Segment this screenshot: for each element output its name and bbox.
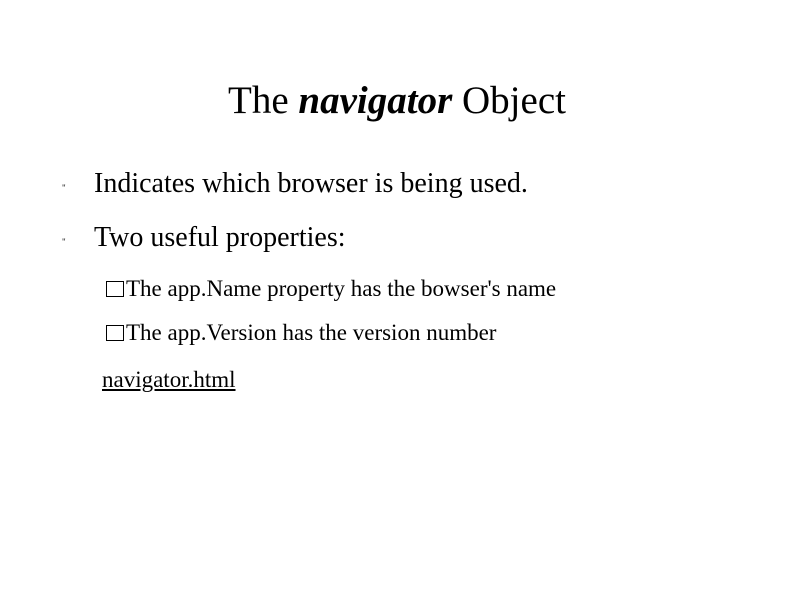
title-emphasis: navigator (298, 79, 453, 122)
sub-bullet-text: The app.Name property has the bowser's name (126, 276, 557, 301)
square-bullet-icon (106, 325, 124, 341)
sub-bullet-text: The app.Version has the version number (126, 320, 497, 345)
sub-bullet-item (106, 319, 496, 347)
sub-bullet-item (106, 275, 556, 303)
square-bullet-icon (106, 281, 124, 297)
bullet-text: Two useful properties: (94, 222, 346, 253)
bullet-marker: " (62, 183, 66, 193)
slide-title (0, 78, 794, 124)
title-prefix: The (228, 79, 299, 122)
title-suffix: Object (452, 79, 566, 122)
navigator-html-link[interactable]: navigator.html (102, 367, 236, 392)
bullet-marker: " (62, 237, 66, 247)
bullet-text: Indicates which browser is being used. (94, 168, 528, 199)
